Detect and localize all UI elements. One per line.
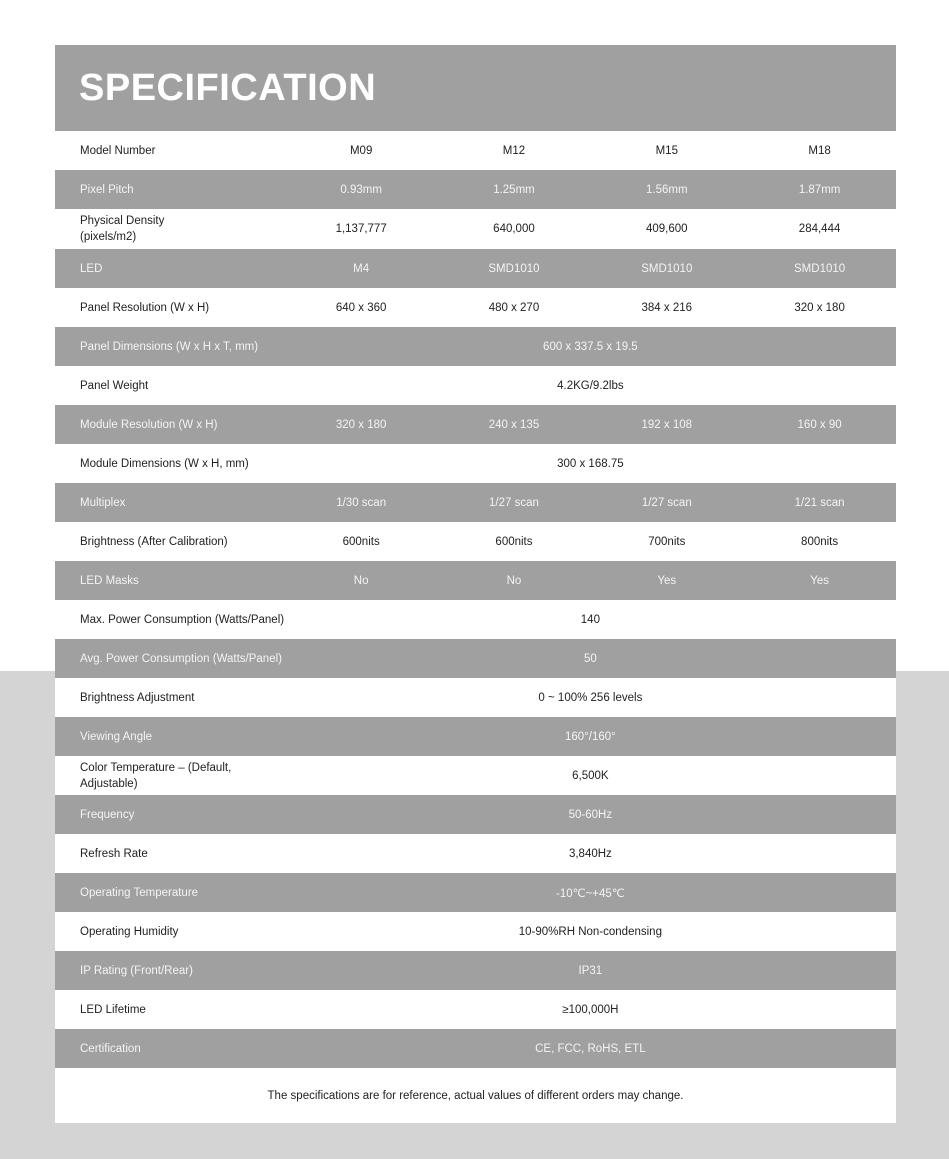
spec-label: Brightness Adjustment (80, 691, 195, 704)
spec-label: Module Resolution (W x H) (80, 418, 218, 431)
spec-value-m18: M18 (808, 144, 831, 157)
spec-label (55, 213, 285, 245)
spec-value-m18: 800nits (801, 535, 839, 548)
spec-value-all: 0 ~ 100% 256 levels (538, 691, 643, 704)
spec-label: IP Rating (Front/Rear) (80, 964, 193, 977)
spec-value-m15: SMD1010 (641, 262, 693, 275)
spec-sheet (55, 45, 896, 1123)
spec-value-all: 50-60Hz (568, 808, 613, 821)
spec-row-module-resolution (55, 405, 896, 444)
spec-value-m09: 320 x 180 (335, 418, 387, 431)
spec-value-m09: No (353, 574, 369, 587)
spec-value-all: CE, FCC, RoHS, ETL (535, 1042, 646, 1055)
spec-value-all: IP31 (578, 964, 603, 977)
spec-value-m09: 640 x 360 (335, 301, 387, 314)
spec-value-m12: 600nits (495, 535, 533, 548)
spec-value-m18: SMD1010 (794, 262, 846, 275)
spec-label: LED Lifetime (80, 1003, 146, 1016)
spec-label: Model Number (80, 144, 156, 157)
spec-row-brightness (55, 522, 896, 561)
spec-value-m18: Yes (810, 574, 829, 587)
spec-row-avg-power (55, 639, 896, 678)
spec-value-m12: M12 (502, 144, 526, 157)
spec-value-m18: 1/21 scan (794, 496, 845, 509)
spec-label-line: (pixels/m2) (80, 231, 137, 243)
spec-value-m09: 0.93mm (340, 183, 382, 196)
spec-value-m15: 384 x 216 (641, 301, 693, 314)
spec-label: Module Dimensions (W x H, mm) (80, 457, 249, 470)
spec-value-all: 4.2KG/9.2lbs (557, 379, 624, 392)
spec-value-all: 3,840Hz (568, 847, 612, 860)
spec-row-certification (55, 1029, 896, 1068)
spec-row-brightness-adjustment (55, 678, 896, 717)
spec-header (55, 45, 896, 131)
spec-row-module-dimensions (55, 444, 896, 483)
spec-row-max-power (55, 600, 896, 639)
spec-value-all: 50 (583, 652, 597, 665)
spec-value-all: 140 (580, 613, 600, 626)
spec-value-m15: Yes (657, 574, 677, 587)
spec-row-model-number (55, 131, 896, 170)
spec-row-led-lifetime (55, 990, 896, 1029)
spec-label: Max. Power Consumption (Watts/Panel) (80, 613, 285, 626)
spec-row-multiplex (55, 483, 896, 522)
page-title: SPECIFICATION (79, 66, 377, 109)
spec-value-m09: 600nits (342, 535, 380, 548)
spec-label: Operating Humidity (80, 925, 179, 938)
spec-value-m12: SMD1010 (488, 262, 540, 275)
spec-value-m12: 480 x 270 (488, 301, 540, 314)
spec-value-all: 10-90%RH Non-condensing (518, 925, 662, 938)
spec-row-panel-resolution (55, 288, 896, 327)
spec-value-all: 160°/160° (564, 730, 616, 743)
spec-value-m15: 700nits (648, 535, 686, 548)
spec-label: Avg. Power Consumption (Watts/Panel) (80, 652, 282, 665)
spec-label: Viewing Angle (80, 730, 153, 743)
spec-value-m18: 160 x 90 (797, 418, 842, 431)
spec-value-m09: 1/30 scan (336, 496, 387, 509)
spec-label-line: Physical Density (80, 215, 165, 227)
spec-row-operating-humidity (55, 912, 896, 951)
spec-value-all: 600 x 337.5 x 19.5 (543, 340, 638, 353)
footer-note: The specifications are for reference, actual values of different orders may change. (55, 1068, 896, 1123)
spec-row-panel-weight (55, 366, 896, 405)
spec-value-m15: 409,600 (645, 223, 688, 235)
spec-label: Panel Dimensions (W x H x T, mm) (80, 340, 259, 353)
spec-label: LED Masks (80, 574, 139, 587)
spec-label: Multiplex (80, 496, 126, 509)
spec-label: Refresh Rate (80, 847, 148, 860)
spec-value-m15: 192 x 108 (641, 418, 693, 431)
spec-value-m18: 1.87mm (798, 183, 841, 196)
spec-label: Panel Weight (80, 379, 149, 392)
spec-row-led (55, 249, 896, 288)
spec-value-m09: 1,137,777 (335, 223, 387, 235)
spec-label: Brightness (After Calibration) (80, 535, 228, 548)
spec-value-m15: 1/27 scan (641, 496, 692, 509)
spec-label: Certification (80, 1042, 141, 1055)
spec-value-m15: 1.56mm (646, 183, 688, 196)
spec-value-m09: M09 (349, 144, 373, 157)
spec-value-m18: 284,444 (798, 223, 841, 235)
spec-value-all: ≥100,000H (562, 1003, 619, 1016)
spec-value-m12: No (506, 574, 522, 587)
spec-value-m15: M15 (655, 144, 678, 157)
spec-row-viewing-angle (55, 717, 896, 756)
spec-label: LED (80, 262, 103, 275)
spec-row-panel-dimensions (55, 327, 896, 366)
spec-row-ip-rating (55, 951, 896, 990)
spec-value-m12: 1.25mm (493, 183, 535, 196)
spec-value-m12: 640,000 (493, 223, 535, 235)
spec-row-frequency (55, 795, 896, 834)
spec-value-m12: 1/27 scan (489, 496, 539, 509)
spec-label: Operating Temperature (80, 886, 199, 899)
spec-value-all: 6,500K (572, 769, 609, 782)
spec-label: Pixel Pitch (80, 183, 134, 196)
spec-label: Color Temperature – (Default, Adjustable) (80, 761, 232, 790)
spec-row-physical-density (55, 209, 896, 249)
spec-value-m12: 240 x 135 (488, 418, 540, 431)
spec-value-all: 300 x 168.75 (557, 457, 624, 470)
spec-label: Panel Resolution (W x H) (80, 301, 210, 314)
spec-label: Frequency (80, 808, 135, 821)
spec-value-m18: 320 x 180 (794, 301, 845, 314)
spec-row-operating-temperature (55, 873, 896, 912)
spec-row-refresh-rate (55, 834, 896, 873)
spec-row-color-temperature (55, 756, 896, 795)
spec-value-m09: M4 (353, 262, 370, 275)
spec-row-pixel-pitch (55, 170, 896, 209)
spec-value-all: -10℃~+45℃ (556, 887, 625, 900)
spec-row-led-masks (55, 561, 896, 600)
